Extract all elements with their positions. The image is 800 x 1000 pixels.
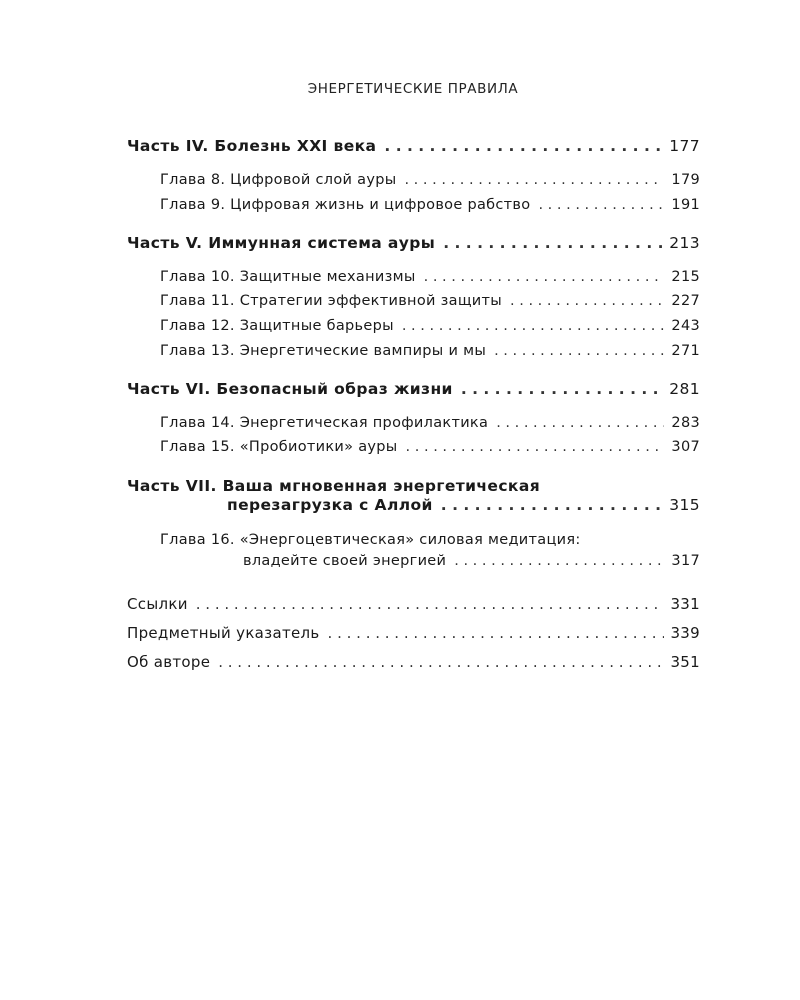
dot-leader <box>384 137 663 155</box>
toc-part-iv[interactable] <box>127 137 700 155</box>
chapter-label: Глава 11. Стратегии эффективной защиты <box>160 293 503 309</box>
dot-leader <box>402 317 664 335</box>
toc-part-vii[interactable] <box>127 496 700 514</box>
toc-chapter-12[interactable] <box>160 317 700 335</box>
toc-chapter-11[interactable] <box>160 292 700 310</box>
dot-leader <box>454 552 664 570</box>
dot-leader <box>496 414 664 432</box>
chapter-label-continued: владейте своей энергией <box>243 553 447 569</box>
page-number: 243 <box>671 318 700 334</box>
page-number: 215 <box>671 269 700 285</box>
toc-chapter-14[interactable] <box>160 414 700 432</box>
dot-leader <box>404 171 664 189</box>
dot-leader <box>406 438 664 456</box>
dot-leader <box>510 292 664 310</box>
dot-leader <box>461 380 663 398</box>
toc-chapter-15[interactable] <box>160 438 700 456</box>
page-number: 339 <box>670 624 700 642</box>
page-number: 177 <box>669 137 700 155</box>
page-number: 179 <box>671 172 700 188</box>
toc-part-vii-line1[interactable] <box>127 477 700 495</box>
page-number: 331 <box>670 595 700 613</box>
page-number: 227 <box>671 293 700 309</box>
dot-leader <box>538 196 664 214</box>
page-number: 271 <box>671 343 700 359</box>
toc-part-vi[interactable] <box>127 380 700 398</box>
toc-references[interactable] <box>127 595 700 613</box>
dot-leader <box>196 595 664 613</box>
entry-label: Об авторе <box>127 653 211 671</box>
dot-leader <box>443 234 663 252</box>
page-number: 191 <box>671 197 700 213</box>
page-number: 307 <box>671 439 700 455</box>
part-label: Часть IV. Болезнь XXI века <box>127 137 377 155</box>
toc-about-author[interactable] <box>127 653 700 671</box>
dot-leader <box>424 268 664 286</box>
dot-leader <box>328 624 664 642</box>
dot-leader <box>218 653 664 671</box>
page-number: 315 <box>669 496 700 514</box>
dot-leader <box>441 496 663 514</box>
page-number: 317 <box>671 553 700 569</box>
dot-leader <box>494 342 664 360</box>
toc-chapter-8[interactable] <box>160 171 700 189</box>
chapter-label: Глава 9. Цифровая жизнь и цифровое рабство <box>160 197 531 213</box>
page-number: 281 <box>669 380 700 398</box>
toc-chapter-13[interactable] <box>160 342 700 360</box>
page-number: 213 <box>669 234 700 252</box>
part-label: Часть VII. Ваша мгновенная энергетическая <box>127 477 541 495</box>
entry-label: Ссылки <box>127 595 188 613</box>
toc-chapter-16[interactable] <box>160 552 700 570</box>
toc-subject-index[interactable] <box>127 624 700 642</box>
chapter-label: Глава 16. «Энергоцевтическая» силовая медитация: <box>160 532 581 548</box>
page-number: 351 <box>670 653 700 671</box>
chapter-label: Глава 14. Энергетическая профилактика <box>160 415 489 431</box>
chapter-label: Глава 15. «Пробиотики» ауры <box>160 439 398 455</box>
toc-chapter-16-line1[interactable] <box>160 531 700 549</box>
chapter-label: Глава 10. Защитные механизмы <box>160 269 416 285</box>
toc-chapter-10[interactable] <box>160 268 700 286</box>
chapter-label: Глава 8. Цифровой слой ауры <box>160 172 397 188</box>
entry-label: Предметный указатель <box>127 624 320 642</box>
toc-chapter-9[interactable] <box>160 196 700 214</box>
part-label: Часть VI. Безопасный образ жизни <box>127 380 453 398</box>
toc-part-v[interactable] <box>127 234 700 252</box>
chapter-label: Глава 12. Защитные барьеры <box>160 318 394 334</box>
part-label: Часть V. Иммунная система ауры <box>127 234 436 252</box>
running-header: ЭНЕРГЕТИЧЕСКИЕ ПРАВИЛА <box>307 81 519 97</box>
page-number: 283 <box>671 415 700 431</box>
part-label-continued: перезагрузка с Аллой <box>227 496 433 514</box>
chapter-label: Глава 13. Энергетические вампиры и мы <box>160 343 487 359</box>
